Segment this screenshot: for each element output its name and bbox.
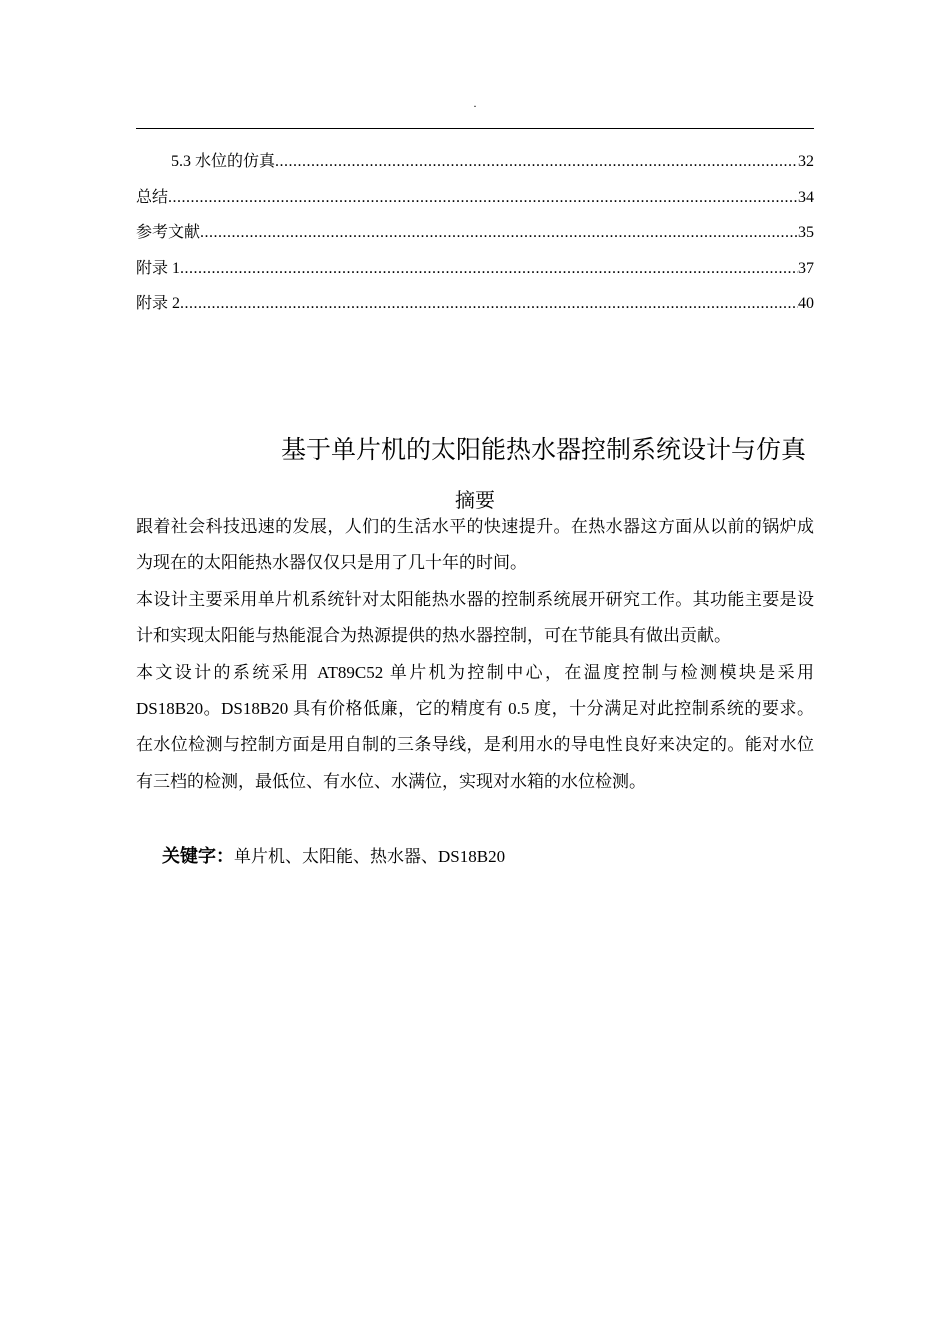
toc-entry-label: 附录 2 xyxy=(136,295,181,312)
toc-entry-label: 5.3 水位的仿真 xyxy=(171,153,276,170)
abstract-paragraph-1: 跟着社会科技迅速的发展，人们的生活水平的快速提升。在热水器这方面从以前的锅炉成为现在的太阳能热水器仅仅只是用了几十年的时间。 xyxy=(136,517,814,573)
toc-entry-label: 参考文献 xyxy=(136,224,201,241)
toc-leader-dots xyxy=(275,144,798,180)
toc-entry-5-3[interactable] xyxy=(136,144,814,180)
toc-entry-page: 35 xyxy=(798,224,814,241)
abstract-paragraph-2: 本设计主要采用单片机系统针对太阳能热水器的控制系统展开研究工作。其功能主要是设计和实现太阳能与热能混合为热源提供的热水器控制，可在节能具有做出贡献。 xyxy=(136,589,814,646)
toc-leader-dots xyxy=(180,286,798,322)
toc-entry-appendix-1[interactable] xyxy=(136,251,814,287)
toc-entry-label: 附录 1 xyxy=(136,259,181,277)
header-mark: . xyxy=(473,96,477,110)
toc-entry-label: 总结 xyxy=(136,188,169,206)
header-rule xyxy=(136,128,814,129)
toc-entry-page: 37 xyxy=(798,259,814,277)
toc-entry-page: 34 xyxy=(798,188,814,206)
keywords-line xyxy=(162,840,802,874)
toc-entry-summary[interactable] xyxy=(136,180,814,216)
table-of-contents xyxy=(136,144,814,322)
abstract-body xyxy=(136,509,814,800)
toc-entry-appendix-2[interactable] xyxy=(136,286,814,322)
document-title: 基于单片机的太阳能热水器控制系统设计与仿真 xyxy=(280,435,806,464)
toc-leader-dots xyxy=(200,215,798,251)
abstract-paragraph-3: 本文设计的系统采用 AT89C52 单片机为控制中心，在温度控制与检测模块是采用 DS18B20。DS18B20 具有价格低廉，它的精度有 0.5 度，十分满足对此控制系统的要求。在水位检测与控制方面是用自制的三条导线，是利用水的导电性良好来决定的。能对水位有三档的检测，最低位、有水位、水满位，实现对水箱的水位检测。 xyxy=(136,662,814,791)
toc-entry-page: 40 xyxy=(798,295,814,312)
toc-leader-dots xyxy=(180,251,798,287)
abstract-heading: 摘要 xyxy=(455,488,495,512)
keywords-label: 关键字： xyxy=(162,846,234,867)
toc-leader-dots xyxy=(168,180,798,216)
toc-entry-page: 32 xyxy=(798,153,814,170)
toc-entry-references[interactable] xyxy=(136,215,814,251)
keywords-value: 单片机、太阳能、热水器、DS18B20 xyxy=(234,847,506,866)
